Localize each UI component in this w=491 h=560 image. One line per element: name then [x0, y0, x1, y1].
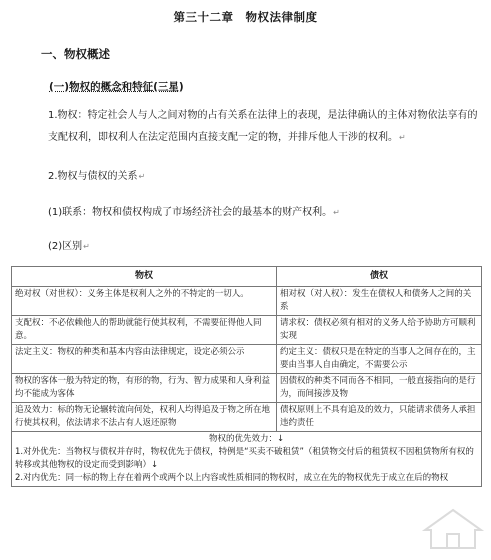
header-real-right: 物权 — [12, 267, 277, 287]
table-row-priority — [12, 432, 482, 487]
paragraph-difference — [48, 236, 478, 258]
paragraph-definition — [48, 105, 478, 149]
priority-cell — [12, 432, 482, 487]
chapter-title: 第三十二章 物权法律制度 — [173, 10, 318, 24]
table-cell: 支配权：不必依赖他人的帮助就能行使其权利，不需要征得他人同意。 — [12, 316, 277, 345]
table-cell: 物权的客体一般为特定的物，有形的物，行为、智力成果和人身利益均不能成为客体 — [12, 374, 277, 403]
paragraph-mark: ↵ — [83, 242, 90, 251]
priority-external: 1.对外优先：当物权与债权并存时，物权优先于债权，特例是“买卖不破租赁”（租赁物交付后的租赁权不因租赁物所有权的转移或其他物权的设定而受到影响）↓ — [15, 447, 474, 470]
paragraph-text: (2)区别 — [48, 241, 83, 252]
paragraph-text: 1.物权：特定社会人与人之间对物的占有关系在法律上的表现，是法律确认的主体对物依法享有的支配权利，即权利人在法定范围内直接支配一定的物，并排斥他人干涉的权利。 — [48, 110, 478, 143]
table-row — [12, 287, 482, 316]
table-row — [12, 345, 482, 374]
table-row — [12, 316, 482, 345]
header-creditor-right: 债权 — [277, 267, 482, 287]
table-row — [12, 374, 482, 403]
table-cell: 绝对权（对世权）：义务主体是权利人之外的不特定的一切人。 — [12, 287, 277, 316]
table-row — [12, 403, 482, 432]
table-cell: 请求权：债权必须有相对的义务人给予协助方可顺利实现 — [277, 316, 482, 345]
paragraph-text: (1)联系：物权和债权构成了市场经济社会的最基本的财产权利。 — [48, 207, 333, 218]
comparison-table — [11, 266, 482, 487]
paragraph-relation — [48, 166, 478, 188]
table-cell: 因债权的种类不同而各不相同，一般直接指向的是行为，而间接涉及物 — [277, 374, 482, 403]
table-cell: 约定主义：债权只是在特定的当事人之间存在的，主要由当事人自由确定，不需要公示 — [277, 345, 482, 374]
table-cell: 债权原则上不具有追及的效力，只能请求债务人承担违约责任 — [277, 403, 482, 432]
section-heading: 一、物权概述 — [41, 47, 110, 61]
paragraph-mark: ↵ — [138, 172, 146, 181]
paragraph-mark: ↵ — [333, 208, 340, 217]
watermark-logo-icon — [421, 506, 485, 552]
subsection-heading: (一)物权的概念和特征(三星) — [49, 81, 184, 93]
table-cell: 追及效力：标的物无论辗转流向何处，权利人均得追及于物之所在地行使其权利，依法请求不法占有人返还原物 — [12, 403, 277, 432]
paragraph-text: 2.物权与债权的关系 — [48, 171, 138, 182]
table-cell: 法定主义：物权的种类和基本内容由法律规定，设定必须公示 — [12, 345, 277, 374]
table-cell: 相对权（对人权）：发生在债权人和债务人之间的关系 — [277, 287, 482, 316]
paragraph-link — [48, 202, 478, 224]
paragraph-mark: ↵ — [399, 133, 406, 142]
priority-title: 物权的优先效力：↓ — [208, 434, 285, 444]
table-header-row — [12, 267, 482, 287]
priority-internal: 2.对内优先：同一标的物上存在着两个或两个以上内容或性质相同的物权时，成立在先的物权优先于成立在后的物权 — [15, 473, 449, 483]
